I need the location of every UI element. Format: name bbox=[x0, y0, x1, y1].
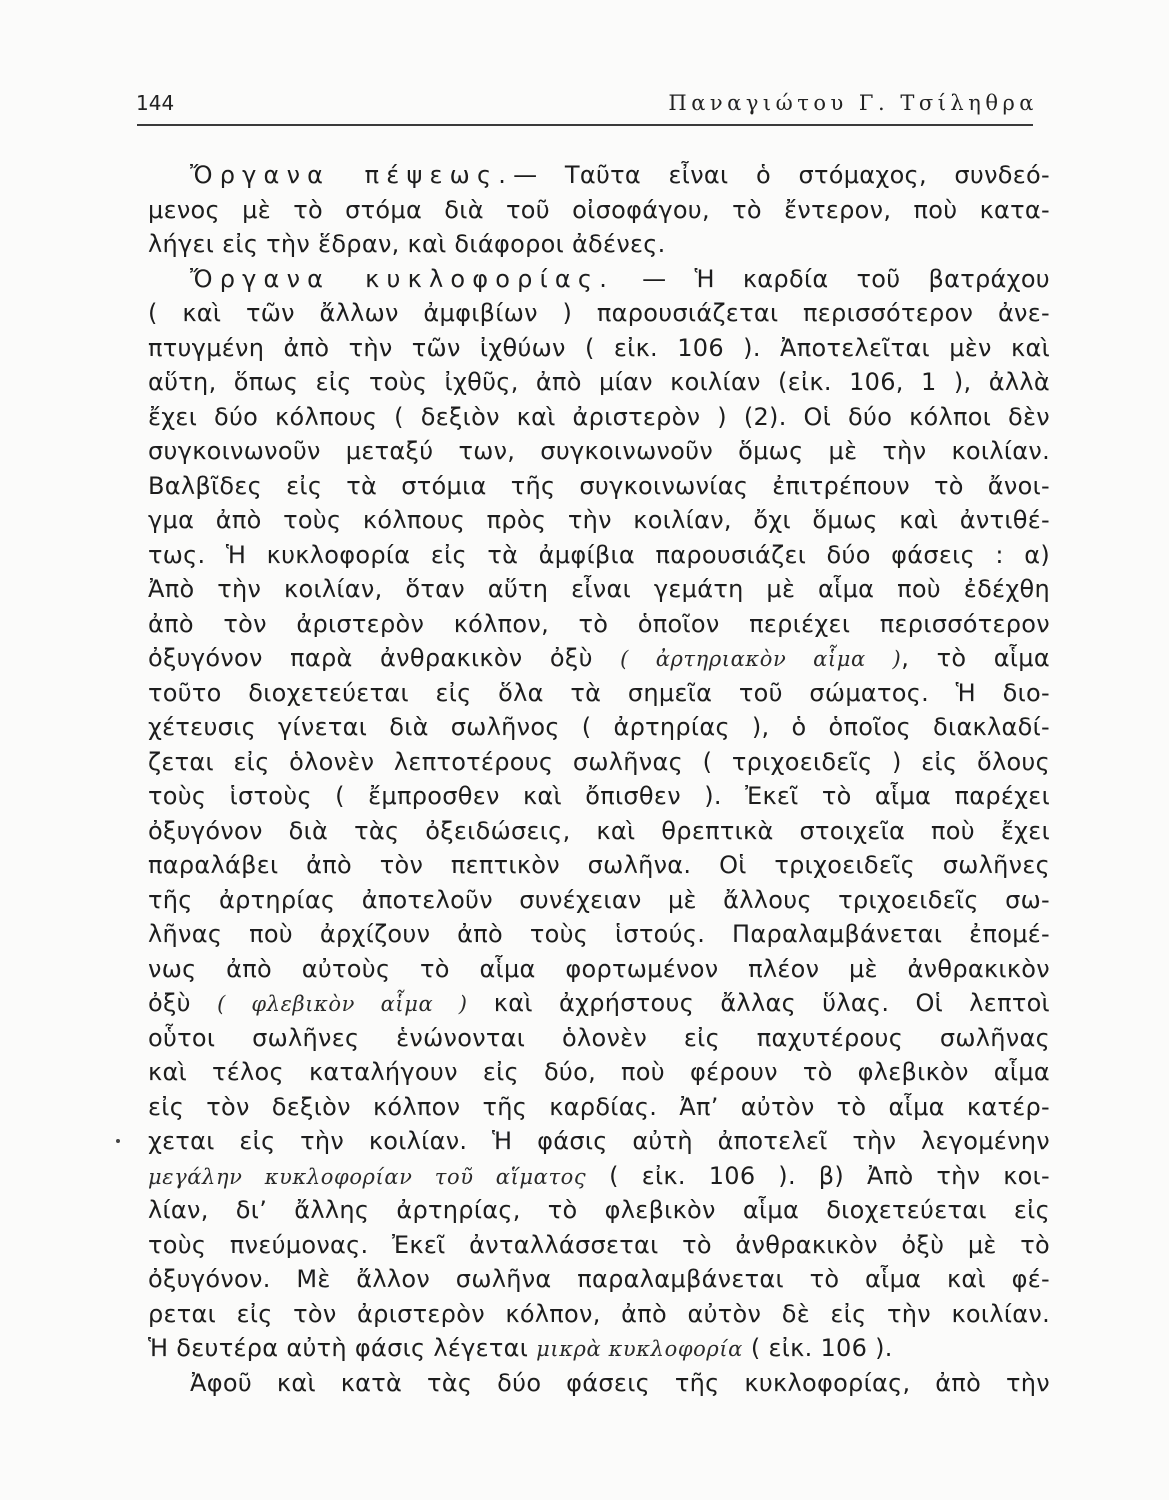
text-line bbox=[148, 676, 1050, 711]
text-line bbox=[148, 331, 1050, 366]
text-run: ρεται εἰς τὸν ἀριστερὸν κόλπον, ἀπὸ αὐτὸν δὲ εἰς τὴν κοιλίαν. bbox=[148, 1299, 1050, 1328]
paragraph bbox=[148, 262, 1050, 1366]
text-run: γμα ἀπὸ τοὺς κόλπους πρὸς τὴν κοιλίαν, ὄχι ὅμως καὶ ἀντιθέ- bbox=[148, 506, 1050, 534]
text-run: , τὸ αἷμα bbox=[901, 644, 1050, 672]
text-line bbox=[148, 1159, 1050, 1194]
text-line bbox=[148, 848, 1050, 883]
text-run: ὀξὺ bbox=[148, 989, 218, 1017]
text-line bbox=[148, 641, 1050, 676]
text-line bbox=[148, 538, 1050, 573]
text-run: νως ἀπὸ αὐτοὺς τὸ αἷμα φορτωμένον πλέον μὲ ἀνθρακικὸν bbox=[148, 954, 1050, 983]
text-line bbox=[148, 158, 1050, 193]
text-line bbox=[148, 779, 1050, 814]
text-run: ( εἰκ. 106 ). bbox=[742, 1334, 893, 1362]
text-line bbox=[148, 1193, 1050, 1228]
text-line bbox=[148, 1124, 1050, 1159]
text-line bbox=[148, 469, 1050, 504]
text-run: συγκοινωνοῦν μεταξύ των, συγκοινωνοῦν ὅμως μὲ τὴν κοιλίαν. bbox=[148, 437, 1050, 465]
text-line bbox=[148, 607, 1050, 642]
paragraph bbox=[148, 1366, 1050, 1401]
text-line bbox=[148, 883, 1050, 918]
text-run: ( εἰκ. 106 ). β) Ἀπὸ τὴν κοι- bbox=[586, 1161, 1050, 1190]
text-line bbox=[148, 1331, 1050, 1366]
text-line bbox=[148, 434, 1050, 469]
text-run: ζεται εἰς ὁλονὲν λεπτοτέρους σωλῆνας ( τριχοειδεῖς ) εἰς ὅλους bbox=[148, 747, 1050, 776]
emphasized-term: ( ἀρτηριακὸν αἷμα ) bbox=[620, 647, 902, 671]
text-run: ἔχει δύο κόλπους ( δεξιὸν καὶ ἀριστερὸν ) (2). Οἱ δύο κόλποι δὲν bbox=[148, 402, 1050, 431]
text-run: ἀπὸ τὸν ἀριστερὸν κόλπον, τὸ ὁποῖον περιέχει περισσότερον bbox=[148, 609, 1050, 638]
text-run: τοὺς ἱστοὺς ( ἔμπροσθεν καὶ ὄπισθεν ). Ἐκεῖ τὸ αἷμα παρέχει bbox=[148, 782, 1050, 810]
text-run: Ἡ δευτέρα αὐτὴ φάσις λέγεται bbox=[148, 1334, 537, 1362]
text-line bbox=[148, 365, 1050, 400]
text-run: τῆς ἀρτηρίας ἀποτελοῦν συνέχειαν μὲ ἄλλους τριχοειδεῖς σω- bbox=[148, 885, 1050, 914]
text-run: πτυγμένη ἀπὸ τὴν τῶν ἰχθύων ( εἰκ. 106 ). Ἀποτελεῖται μὲν καὶ bbox=[148, 333, 1050, 362]
text-line bbox=[148, 400, 1050, 435]
paragraph bbox=[148, 158, 1050, 262]
stray-mark bbox=[116, 1139, 120, 1143]
header-rule bbox=[137, 124, 1033, 126]
text-run: χεται εἰς τὴν κοιλίαν. Ἡ φάσις αὐτὴ ἀποτελεῖ τὴν λεγομένην bbox=[148, 1127, 1050, 1155]
section-heading: Ὄργανα πέψεως. bbox=[190, 161, 514, 189]
text-line bbox=[148, 1366, 1050, 1401]
text-line bbox=[148, 1055, 1050, 1090]
emphasized-term: μεγάλην κυκλοφορίαν τοῦ αἵματος bbox=[148, 1164, 587, 1189]
text-line bbox=[148, 262, 1050, 297]
text-run: αὕτη, ὅπως εἰς τοὺς ἰχθῦς, ἀπὸ μίαν κοιλίαν (εἰκ. 106, 1 ), ἀλλὰ bbox=[148, 368, 1050, 396]
text-line bbox=[148, 814, 1050, 849]
text-line bbox=[148, 1021, 1050, 1056]
text-run: τοῦτο διοχετεύεται εἰς ὅλα τὰ σημεῖα τοῦ σώματος. Ἡ διο- bbox=[148, 678, 1050, 707]
text-run: τοὺς πνεύμονας. Ἐκεῖ ἀνταλλάσσεται τὸ ἀνθρακικὸν ὀξὺ μὲ τὸ bbox=[148, 1230, 1050, 1259]
page-number: 144 bbox=[136, 91, 175, 115]
text-line bbox=[148, 986, 1050, 1021]
text-line bbox=[148, 1228, 1050, 1263]
text-line bbox=[148, 227, 1050, 262]
text-line bbox=[148, 572, 1050, 607]
text-run: Ἀφοῦ καὶ κατὰ τὰς δύο φάσεις τῆς κυκλοφορίας, ἀπὸ τὴν bbox=[190, 1368, 1050, 1397]
text-run: τως. Ἡ κυκλοφορία εἰς τὰ ἀμφίβια παρουσιάζει δύο φάσεις : α) bbox=[148, 540, 1050, 569]
text-run: λῆνας ποὺ ἀρχίζουν ἀπὸ τοὺς ἱστούς. Παραλαμβάνεται ἐπομέ- bbox=[148, 920, 1050, 948]
text-run: — Ταῦτα εἶναι ὁ στόμαχος, συνδεό- bbox=[513, 161, 1050, 189]
text-line bbox=[148, 917, 1050, 952]
text-run: ὀξυγόνον παρὰ ἀνθρακικὸν ὀξὺ bbox=[148, 644, 621, 672]
text-run: Βαλβῖδες εἰς τὰ στόμια τῆς συγκοινωνίας ἐπιτρέπουν τὸ ἄνοι- bbox=[148, 471, 1050, 500]
text-line bbox=[148, 952, 1050, 987]
text-run: μενος μὲ τὸ στόμα διὰ τοῦ οἰσοφάγου, τὸ ἔντερον, ποὺ κατα- bbox=[148, 195, 1050, 224]
emphasized-term: μικρὰ κυκλοφορία bbox=[536, 1337, 743, 1361]
text-run: ὀξυγόνον. Μὲ ἄλλον σωλῆνα παραλαμβάνεται τὸ αἷμα καὶ φέ- bbox=[148, 1265, 1050, 1293]
text-line bbox=[148, 503, 1050, 538]
text-run: χέτευσις γίνεται διὰ σωλῆνος ( ἀρτηρίας ), ὁ ὁποῖος διακλαδί- bbox=[148, 713, 1050, 741]
text-run: ( καὶ τῶν ἄλλων ἀμφιβίων ) παρουσιάζεται περισσότερον ἀνε- bbox=[148, 299, 1050, 327]
text-line bbox=[148, 1090, 1050, 1125]
emphasized-term: ( φλεβικὸν αἷμα ) bbox=[217, 992, 468, 1016]
text-run: ὀξυγόνον διὰ τὰς ὀξειδώσεις, καὶ θρεπτικὰ στοιχεῖα ποὺ ἔχει bbox=[148, 816, 1050, 845]
running-head: Παναγιώτου Γ. Τσίληθρα bbox=[668, 91, 1038, 115]
text-run: καὶ ἀχρήστους ἄλλας ὕλας. Οἱ λεπτοὶ bbox=[467, 989, 1050, 1017]
text-line bbox=[148, 1262, 1050, 1297]
text-line bbox=[148, 745, 1050, 780]
text-run: Ἀπὸ τὴν κοιλίαν, ὅταν αὕτη εἶναι γεμάτη μὲ αἷμα ποὺ ἐδέχθη bbox=[148, 575, 1050, 603]
section-heading: Ὄργανα κυκλοφορίας. bbox=[190, 264, 615, 293]
text-run: οὗτοι σωλῆνες ἑνώνονται ὁλονὲν εἰς παχυτέρους σωλῆνας bbox=[148, 1023, 1050, 1052]
text-line bbox=[148, 710, 1050, 745]
text-run: παραλάβει ἀπὸ τὸν πεπτικὸν σωλῆνα. Οἱ τριχοειδεῖς σωλῆνες bbox=[148, 851, 1050, 879]
text-line bbox=[148, 296, 1050, 331]
text-run: εἰς τὸν δεξιὸν κόλπον τῆς καρδίας. Ἀπ’ αὐτὸν τὸ αἷμα κατέρ- bbox=[148, 1092, 1050, 1121]
text-run: λίαν, δι’ ἄλλης ἀρτηρίας, τὸ φλεβικὸν αἷμα διοχετεύεται εἰς bbox=[148, 1196, 1050, 1224]
body-text bbox=[148, 158, 1050, 1400]
text-run: λήγει εἰς τὴν ἕδραν, καὶ διάφοροι ἀδένες. bbox=[148, 230, 666, 258]
text-run: καὶ τέλος καταλήγουν εἰς δύο, ποὺ φέρουν τὸ φλεβικὸν αἷμα bbox=[148, 1058, 1050, 1086]
text-line bbox=[148, 1297, 1050, 1332]
text-run: — Ἡ καρδία τοῦ βατράχου bbox=[614, 264, 1050, 293]
text-line bbox=[148, 193, 1050, 228]
